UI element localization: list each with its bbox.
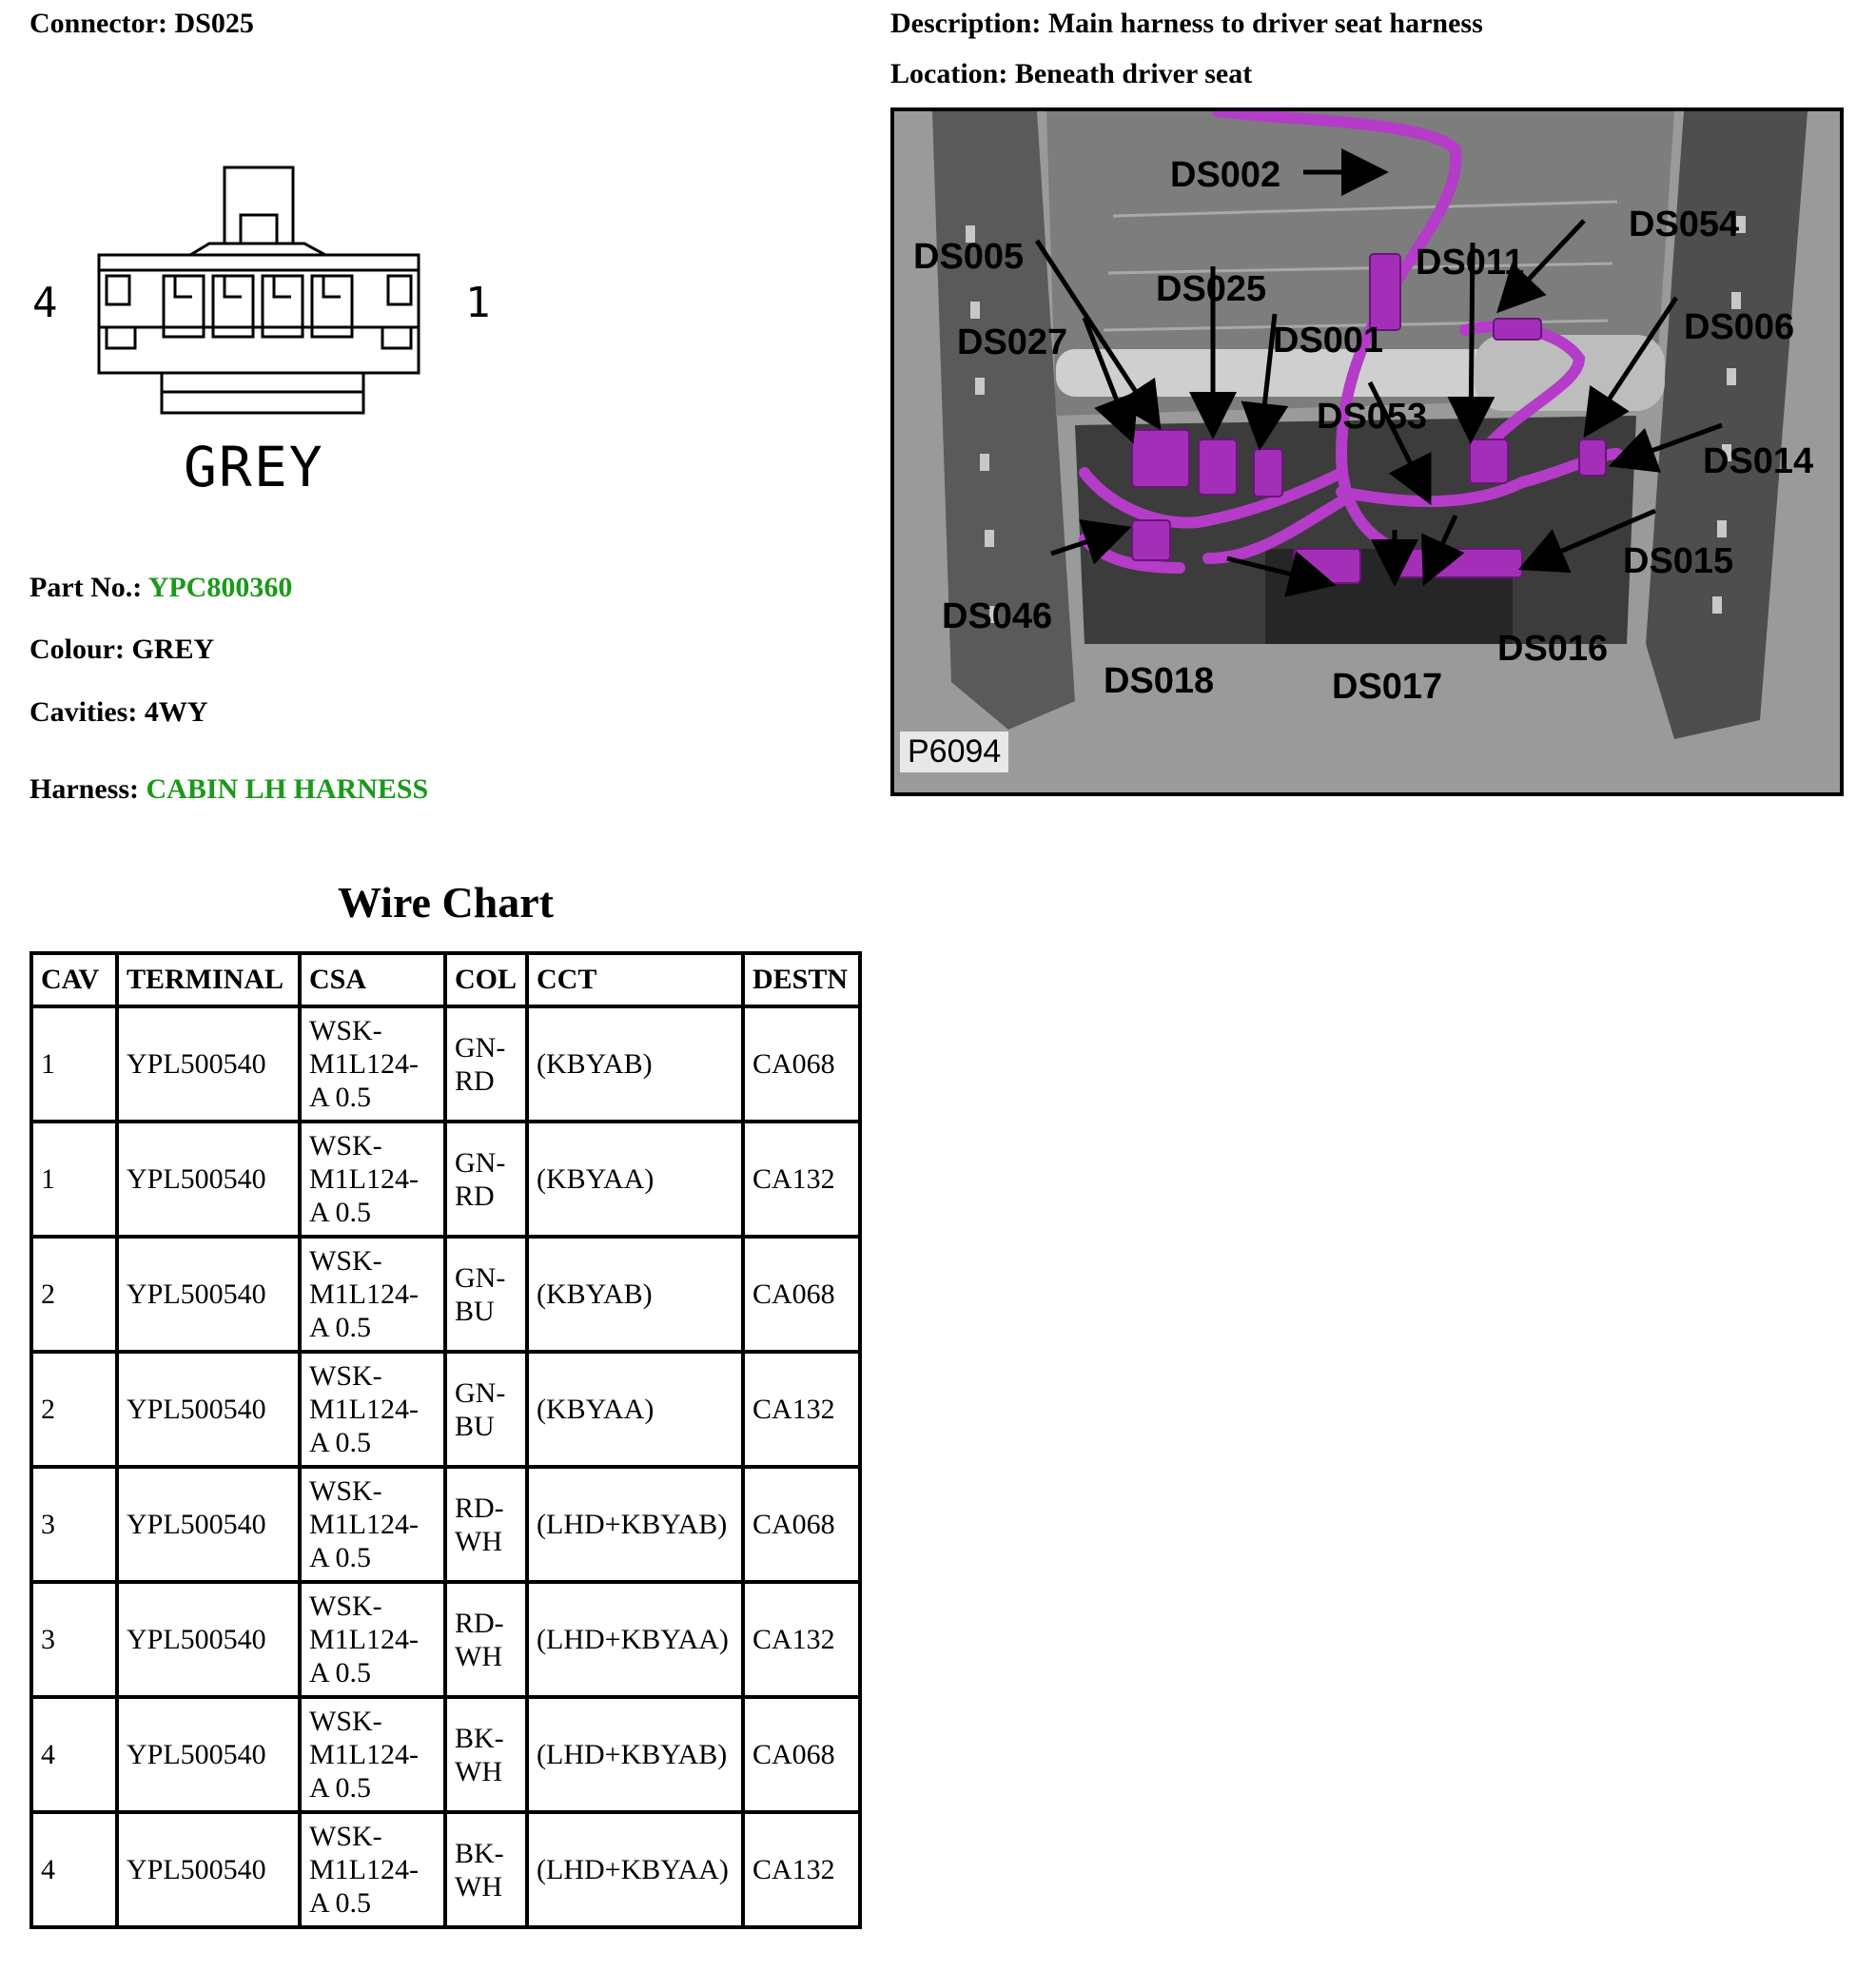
cell-csa (300, 1006, 445, 1122)
cell-col-line: WH (455, 1870, 502, 1903)
cell-csa (300, 1122, 445, 1237)
cell-col-line: RD- (455, 1492, 504, 1524)
cell-cav: 1 (31, 1122, 117, 1237)
cell-csa-line: A 0.5 (309, 1887, 372, 1919)
cell-cav: 2 (31, 1352, 117, 1467)
callout-ds015: DS015 (1623, 541, 1734, 581)
wire-chart-table (29, 951, 862, 1929)
cell-csa-line: A 0.5 (309, 1542, 372, 1573)
cell-cav: 4 (31, 1697, 117, 1812)
cell-col (445, 1352, 527, 1467)
cell-csa (300, 1582, 445, 1697)
location-photo (890, 107, 1844, 796)
cell-csa-line: WSK- (309, 1015, 382, 1046)
cell-terminal: YPL500540 (117, 1582, 300, 1697)
cell-col-line: WH (455, 1640, 502, 1672)
cell-csa-line: A 0.5 (309, 1772, 372, 1804)
cell-csa (300, 1697, 445, 1812)
callout-ds018: DS018 (1104, 661, 1215, 701)
table-row (31, 1006, 860, 1122)
col-col: COL (445, 953, 527, 1006)
table-row (31, 1812, 860, 1927)
cell-csa-line: M1L124- (309, 1278, 419, 1310)
callout-ds006: DS006 (1684, 307, 1795, 347)
cell-terminal: YPL500540 (117, 1467, 300, 1582)
cell-terminal: YPL500540 (117, 1006, 300, 1122)
cell-csa-line: A 0.5 (309, 1082, 372, 1113)
harness-line: Harness: CABIN LH HARNESS (29, 773, 429, 805)
cell-csa-line: M1L124- (309, 1048, 419, 1080)
col-destn: DESTN (743, 953, 860, 1006)
cell-csa-line: A 0.5 (309, 1657, 372, 1688)
cell-col (445, 1812, 527, 1927)
cell-col-line: GN- (455, 1031, 506, 1064)
cell-col-line: GN- (455, 1376, 506, 1409)
cell-cav: 3 (31, 1467, 117, 1582)
cell-cct: (LHD+KBYAB) (527, 1467, 743, 1582)
cell-destn: CA068 (743, 1697, 860, 1812)
cell-csa-line: WSK- (309, 1590, 382, 1622)
colour-value: GREY (131, 634, 215, 665)
cavities-value: 4WY (144, 696, 208, 728)
figure-id: P6094 (900, 732, 1008, 772)
cell-col-line: BK- (455, 1837, 504, 1869)
callout-ds025: DS025 (1156, 269, 1267, 309)
cell-col (445, 1582, 527, 1697)
cell-csa-line: WSK- (309, 1130, 382, 1161)
cell-csa-line: WSK- (309, 1245, 382, 1277)
part-number-line: Part No.: YPC800360 (29, 572, 293, 603)
callout-ds054: DS054 (1629, 205, 1740, 244)
col-cav: CAV (31, 953, 117, 1006)
cell-cct: (LHD+KBYAB) (527, 1697, 743, 1812)
cell-col (445, 1006, 527, 1122)
cell-terminal: YPL500540 (117, 1697, 300, 1812)
cell-col-line: WH (455, 1755, 502, 1787)
cell-destn: CA132 (743, 1582, 860, 1697)
callout-ds001: DS001 (1273, 321, 1384, 361)
cell-col-line: RD- (455, 1607, 504, 1639)
connector-heading: Connector: DS025 (29, 8, 254, 39)
wire-chart-title: Wire Chart (338, 878, 554, 927)
callout-ds017: DS017 (1332, 667, 1443, 707)
cell-csa-line: WSK- (309, 1475, 382, 1507)
cell-col-line: BK- (455, 1722, 504, 1754)
pin-number-right: 1 (465, 279, 491, 327)
cell-csa (300, 1237, 445, 1352)
cell-destn: CA068 (743, 1237, 860, 1352)
table-row (31, 1697, 860, 1812)
cell-col (445, 1237, 527, 1352)
cell-terminal: YPL500540 (117, 1237, 300, 1352)
callout-ds016: DS016 (1497, 629, 1609, 669)
cell-col-line: BU (455, 1410, 495, 1442)
cell-terminal: YPL500540 (117, 1122, 300, 1237)
cell-cav: 2 (31, 1237, 117, 1352)
connector-id: DS025 (174, 8, 254, 39)
cell-col-line: BU (455, 1295, 495, 1327)
harness-link[interactable]: CABIN LH HARNESS (146, 773, 429, 805)
cell-csa-line: M1L124- (309, 1624, 419, 1655)
cell-col (445, 1697, 527, 1812)
cell-cct: (KBYAB) (527, 1237, 743, 1352)
cell-cav: 3 (31, 1582, 117, 1697)
cell-csa-line: M1L124- (309, 1394, 419, 1425)
cell-csa-line: A 0.5 (309, 1312, 372, 1343)
cell-destn: CA132 (743, 1122, 860, 1237)
table-row (31, 1352, 860, 1467)
cell-destn: CA132 (743, 1352, 860, 1467)
part-number-link[interactable]: YPC800360 (147, 572, 293, 603)
cell-col (445, 1122, 527, 1237)
cell-col-line: WH (455, 1525, 502, 1557)
cell-csa (300, 1467, 445, 1582)
pin-number-left: 4 (32, 279, 58, 327)
cell-col-line: GN- (455, 1261, 506, 1294)
cell-cct: (LHD+KBYAA) (527, 1582, 743, 1697)
cell-destn: CA068 (743, 1467, 860, 1582)
cell-csa-line: WSK- (309, 1360, 382, 1392)
cell-cct: (KBYAA) (527, 1352, 743, 1467)
cell-col-line: RD (455, 1064, 495, 1097)
cavities-line: Cavities: 4WY (29, 696, 208, 728)
cell-csa (300, 1812, 445, 1927)
col-terminal: TERMINAL (117, 953, 300, 1006)
cell-csa-line: A 0.5 (309, 1427, 372, 1458)
table-header-row (31, 953, 860, 1006)
table-row (31, 1582, 860, 1697)
cell-col-line: GN- (455, 1146, 506, 1179)
col-csa: CSA (300, 953, 445, 1006)
cell-csa-line: M1L124- (309, 1509, 419, 1540)
description-text: Main harness to driver seat harness (1047, 8, 1483, 39)
callout-ds027: DS027 (957, 322, 1068, 362)
callout-ds014: DS014 (1703, 441, 1814, 481)
colour-line: Colour: GREY (29, 634, 215, 665)
callout-ds011: DS011 (1416, 243, 1525, 283)
cell-csa-line: WSK- (309, 1821, 382, 1852)
cell-col-line: RD (455, 1180, 495, 1212)
cell-csa-line: WSK- (309, 1706, 382, 1737)
cell-cav: 1 (31, 1006, 117, 1122)
callout-ds053: DS053 (1317, 397, 1428, 437)
location-line: Location: Beneath driver seat (890, 58, 1253, 89)
table-row (31, 1467, 860, 1582)
callout-ds002: DS002 (1170, 155, 1281, 195)
cell-cct: (KBYAA) (527, 1122, 743, 1237)
connector-colour-caption: GREY (184, 435, 324, 499)
cell-csa-line: A 0.5 (309, 1197, 372, 1228)
cell-csa-line: M1L124- (309, 1739, 419, 1770)
cell-csa (300, 1352, 445, 1467)
callout-ds046: DS046 (942, 596, 1053, 636)
cell-cct: (KBYAB) (527, 1006, 743, 1122)
table-row (31, 1122, 860, 1237)
cell-col (445, 1467, 527, 1582)
cell-destn: CA068 (743, 1006, 860, 1122)
cell-terminal: YPL500540 (117, 1352, 300, 1467)
col-cct: CCT (527, 953, 743, 1006)
cell-cct: (LHD+KBYAA) (527, 1812, 743, 1927)
cell-terminal: YPL500540 (117, 1812, 300, 1927)
location-text: Beneath driver seat (1014, 58, 1253, 89)
cell-csa-line: M1L124- (309, 1163, 419, 1195)
cell-destn: CA132 (743, 1812, 860, 1927)
cell-cav: 4 (31, 1812, 117, 1927)
description-line: Description: Main harness to driver seat harness (890, 8, 1483, 39)
callout-ds005: DS005 (913, 237, 1025, 277)
connector-body (99, 255, 419, 373)
table-row (31, 1237, 860, 1352)
cell-csa-line: M1L124- (309, 1854, 419, 1885)
connector-latch (225, 167, 293, 244)
